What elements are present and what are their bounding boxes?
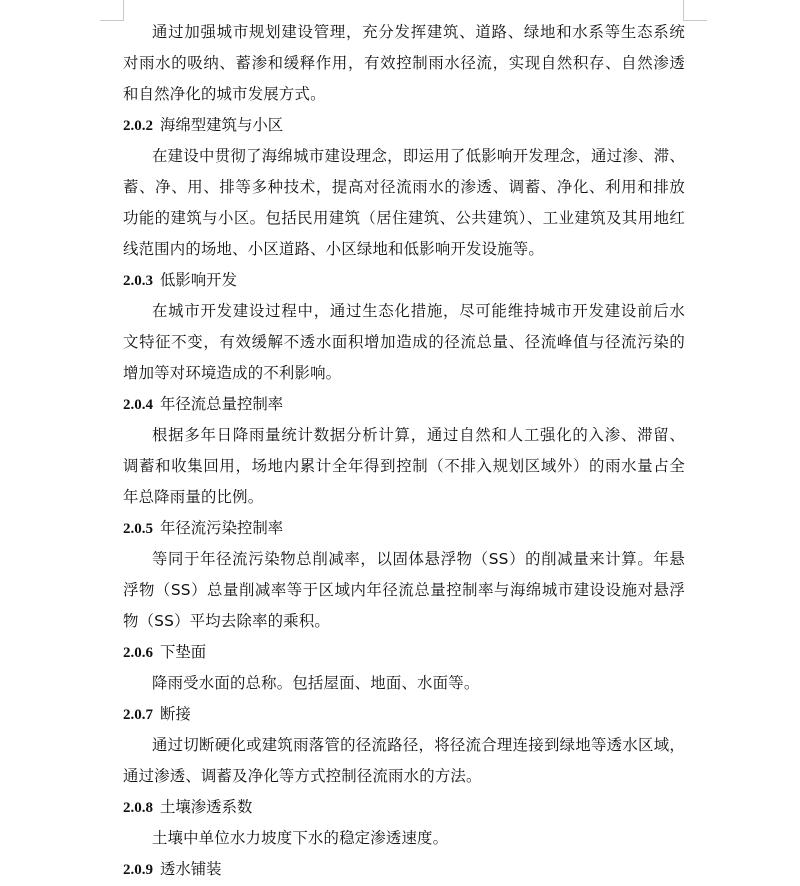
- section-number: 2.0.9: [123, 862, 153, 878]
- paragraph-line: 对雨水的吸纳、蓄渗和缓释作用，有效控制雨水径流，实现自然积存、自然渗透: [123, 54, 685, 72]
- section-title: 断接: [160, 705, 191, 723]
- paragraph-line: 调蓄和收集回用，场地内累计全年得到控制（不排入规划区域外）的雨水量占全: [123, 457, 685, 475]
- section-title: 透水铺装: [160, 860, 222, 878]
- paragraph-line: 浮物（SS）总量削减率等于区域内年径流总量控制率与海绵城市建设设施对悬浮: [123, 581, 685, 599]
- section-heading: [123, 389, 685, 420]
- section-number: 2.0.3: [123, 273, 153, 289]
- paragraph-line: 在建设中贯彻了海绵城市建设理念，即运用了低影响开发理念，通过渗、滞、: [152, 147, 685, 165]
- paragraph-line: 功能的建筑与小区。包括民用建筑（居住建筑、公共建筑）、工业建筑及其用地红: [123, 209, 685, 227]
- section-heading: [123, 513, 685, 544]
- crop-mark: [683, 20, 707, 21]
- section-number: 2.0.2: [123, 118, 153, 134]
- paragraph-line: 线范围内的场地、小区道路、小区绿地和低影响开发设施等。: [123, 240, 544, 258]
- section-heading: [123, 637, 685, 668]
- paragraph-line: 土壤中单位水力坡度下水的稳定渗透速度。: [152, 829, 449, 847]
- section-heading: [123, 110, 685, 141]
- paragraph-line: 通过加强城市规划建设管理，充分发挥建筑、道路、绿地和水系等生态系统: [152, 23, 685, 41]
- paragraph-line: 物（SS）平均去除率的乘积。: [123, 612, 331, 630]
- section-number: 2.0.8: [123, 800, 153, 816]
- section-title: 年径流污染控制率: [160, 519, 284, 537]
- paragraph-line: 根据多年日降雨量统计数据分析计算，通过自然和人工强化的入渗、滞留、: [152, 426, 685, 444]
- paragraph-line: 蓄、净、用、排等多种技术，提高对径流雨水的渗透、调蓄、净化、利用和排放: [123, 178, 685, 196]
- paragraph-line: 和自然净化的城市发展方式。: [123, 85, 326, 103]
- paragraph-line: 在城市开发建设过程中，通过生态化措施，尽可能维持城市开发建设前后水: [152, 302, 685, 320]
- paragraph-line: 通过渗透、调蓄及净化等方式控制径流雨水的方法。: [123, 767, 482, 785]
- section-title: 海绵型建筑与小区: [160, 116, 284, 134]
- section-title: 低影响开发: [160, 271, 237, 289]
- section-number: 2.0.4: [123, 397, 153, 413]
- section-heading: [123, 792, 685, 823]
- paragraph-line: 降雨受水面的总称。包括屋面、地面、水面等。: [152, 674, 480, 692]
- section-heading: [123, 854, 685, 885]
- section-heading: [123, 699, 685, 730]
- paragraph-line: 通过切断硬化或建筑雨落管的径流路径，将径流合理连接到绿地等透水区域，: [152, 736, 685, 754]
- paragraph-line: 文特征不变，有效缓解不透水面积增加造成的径流总量、径流峰值与径流污染的: [123, 333, 685, 351]
- section-number: 2.0.5: [123, 521, 153, 537]
- section-title: 年径流总量控制率: [160, 395, 284, 413]
- section-title: 土壤渗透系数: [160, 798, 253, 816]
- paragraph-line: 年总降雨量的比例。: [123, 488, 264, 506]
- document-body: [123, 17, 685, 885]
- section-heading: [123, 265, 685, 296]
- section-number: 2.0.7: [123, 707, 153, 723]
- section-title: 下垫面: [160, 643, 207, 661]
- section-number: 2.0.6: [123, 645, 153, 661]
- paragraph-line: 等同于年径流污染物总削减率，以固体悬浮物（SS）的削减量来计算。年悬: [152, 550, 685, 568]
- crop-mark: [100, 20, 124, 21]
- paragraph-line: 增加等对环境造成的不利影响。: [123, 364, 342, 382]
